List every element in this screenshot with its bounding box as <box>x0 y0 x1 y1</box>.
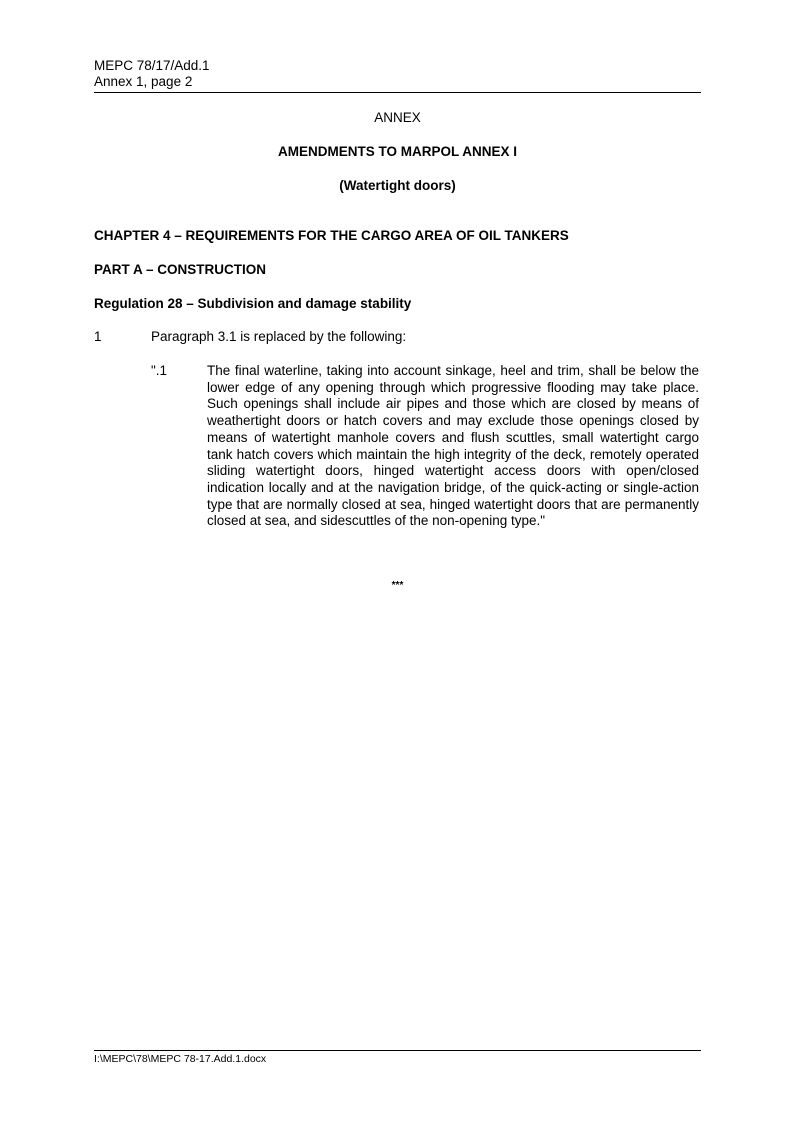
document-subtitle: (Watertight doors) <box>339 178 456 193</box>
page-footer <box>94 1050 701 1066</box>
end-marker: *** <box>391 580 404 591</box>
regulation-heading: Regulation 28 – Subdivision and damage stability <box>94 296 412 311</box>
page-header <box>94 58 701 93</box>
file-path: I:\MEPC\78\MEPC 78-17.Add.1.docx <box>94 1053 267 1065</box>
part-heading: PART A – CONSTRUCTION <box>94 262 266 277</box>
item-number: 1 <box>94 329 102 344</box>
document-title: AMENDMENTS TO MARPOL ANNEX I <box>277 144 517 159</box>
page-reference: Annex 1, page 2 <box>94 74 193 89</box>
document-symbol: MEPC 78/17/Add.1 <box>94 58 210 73</box>
subitem-number: ".1 <box>151 363 168 378</box>
item-text: Paragraph 3.1 is replaced by the following: <box>151 329 407 344</box>
chapter-heading: CHAPTER 4 – REQUIREMENTS FOR THE CARGO AREA OF OIL TANKERS <box>94 228 569 243</box>
annex-label: ANNEX <box>374 110 421 125</box>
subitem-text: The final waterline, taking into account sinkage, heel and trim, shall be below the lower edge of any opening through which progressive flooding may take place. Such openings shall include air pipes and those which are closed by means of weathertight doors or hatch covers and may exclude those openings closed by means of watertight manhole covers and flush scuttles, small watertight cargo tank hatch covers which maintain the high integrity of the deck, remotely operated sliding watertight doors, hinged watertight access doors with open/closed indication locally and at the navigation bridge, of the quick-acting or single-action type that are normally closed at sea, hinged watertight doors that are permanently closed at sea, and sidescuttles of the non-opening type." <box>207 363 699 529</box>
